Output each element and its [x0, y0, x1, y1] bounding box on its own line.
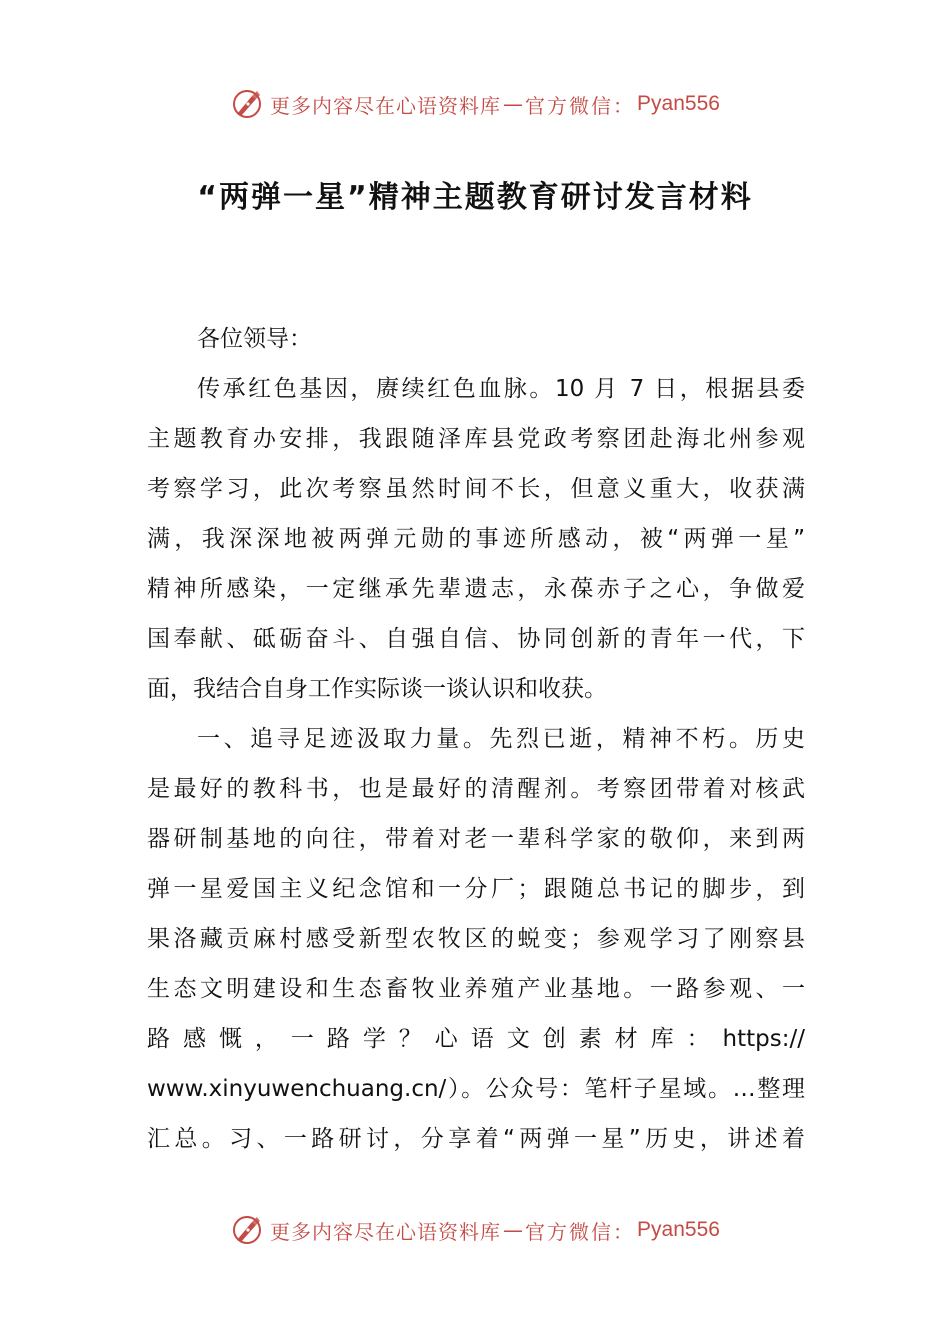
watermark-dash: — — [503, 92, 524, 116]
document-body — [147, 314, 805, 1164]
paragraph-line: 果洛藏贡麻村感受新型农牧区的蜕变；参观学习了刚察县 — [147, 926, 805, 952]
watermark-wechat-label: 官方微信： — [525, 1219, 636, 1244]
paragraph-line: 路感慨，一路学？心语文创素材库：https:// — [147, 1026, 805, 1052]
paragraph-line: 满，我深深地被两弹元勋的事迹所感动，被“两弹一星” — [147, 526, 805, 552]
footer-watermark — [0, 1210, 950, 1250]
pen-nib-logo-icon — [230, 1213, 264, 1247]
paragraph-line: 国奉献、砥砺奋斗、自强自信、协同创新的青年一代，下 — [147, 626, 805, 652]
watermark-wechat-label: 官方微信： — [525, 93, 636, 118]
paragraph-line: 是最好的教科书，也是最好的清醒剂。考察团带着对核武 — [147, 776, 805, 802]
paragraph-line: 汇总。习、一路研讨，分享着“两弹一星”历史，讲述着 — [147, 1126, 805, 1152]
watermark-brand: 更多内容尽在心语资料库 — [270, 1219, 502, 1244]
paragraph-line: 弹一星爱国主义纪念馆和一分厂；跟随总书记的脚步，到 — [147, 876, 805, 902]
header-watermark — [0, 84, 950, 124]
paragraph-line: 考察学习，此次考察虽然时间不长，但意义重大，收获满 — [147, 476, 805, 502]
paragraph-line: 传承红色基因，赓续红色血脉。10 月 7 日，根据县委 — [197, 376, 805, 402]
pen-nib-logo-icon — [230, 87, 264, 121]
watermark-wechat-id: Pyan556 — [637, 1218, 720, 1241]
paragraph-line: 主题教育办安排，我跟随泽库县党政考察团赴海北州参观 — [147, 426, 805, 452]
page-title: “两弹一星”精神主题教育研讨发言材料 — [197, 180, 753, 215]
watermark-brand: 更多内容尽在心语资料库 — [270, 93, 502, 118]
paragraph-line: 器研制基地的向往，带着对老一辈科学家的敬仰，来到两 — [147, 826, 805, 852]
paragraph-line: 一、追寻足迹汲取力量。先烈已逝，精神不朽。历史 — [197, 726, 805, 752]
watermark-dash: — — [503, 1218, 524, 1242]
paragraph-line: 精神所感染，一定继承先辈遗志，永葆赤子之心，争做爱 — [147, 576, 805, 602]
paragraph-line: www.xinyuwenchuang.cn/）。公众号：笔杆子星域。…整理 — [147, 1076, 805, 1102]
paragraph-line: 面，我结合自身工作实际谈一谈认识和收获。 — [147, 676, 607, 702]
watermark-wechat-id: Pyan556 — [637, 92, 720, 115]
salutation: 各位领导： — [197, 326, 312, 352]
paragraph-line: 生态文明建设和生态畜牧业养殖产业基地。一路参观、一 — [147, 976, 805, 1002]
